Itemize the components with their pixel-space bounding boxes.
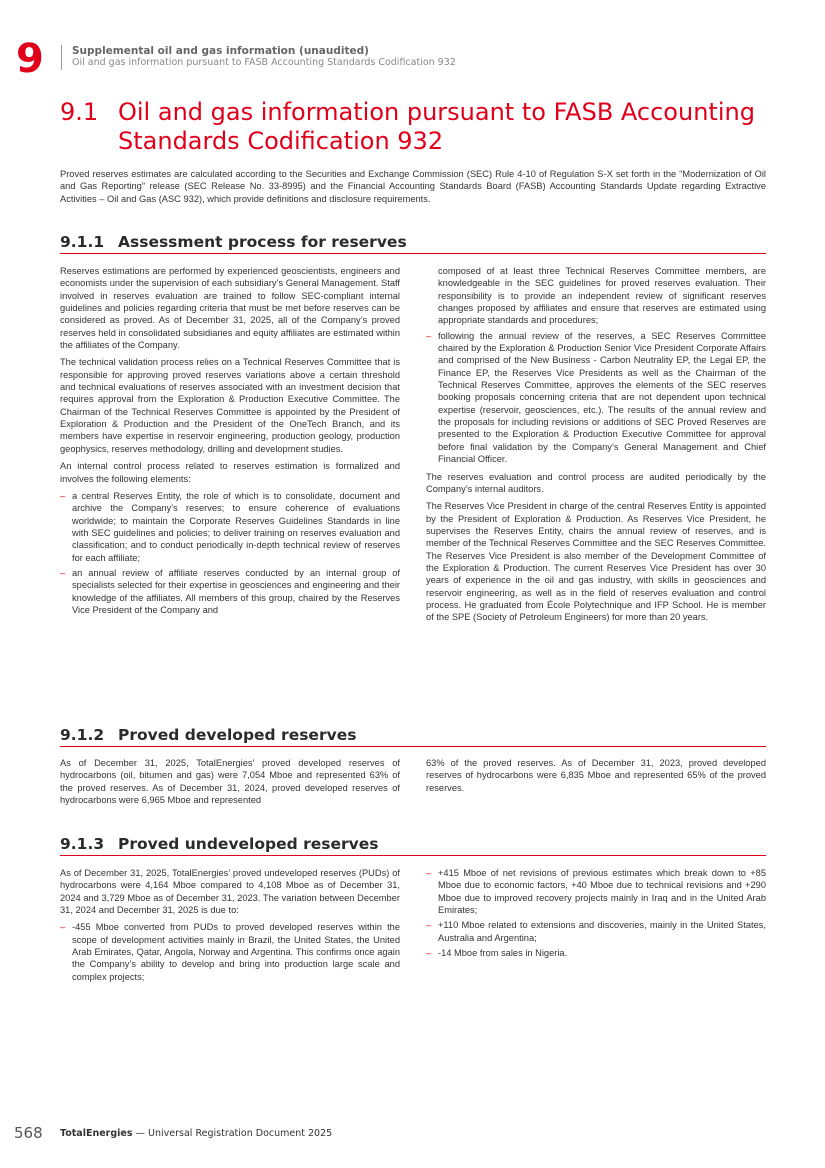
list-item-text: -14 Mboe from sales in Nigeria. <box>438 948 568 959</box>
section-title: Oil and gas information pursuant to FASB Accounting Standards Codification 932 <box>118 98 755 155</box>
bullet-list <box>60 490 400 616</box>
page-number: 568 <box>14 1124 43 1142</box>
dash-bullet-icon: – <box>426 330 432 341</box>
subsection-number: 9.1.2 <box>60 726 105 744</box>
list-item-continued <box>426 265 766 327</box>
section-number: 9.1 <box>60 98 99 126</box>
list-item-text: an annual review of affiliate reserves conducted by an internal group of specialists selected for their expertise in geosciences and engineering and their knowledge of the affiliates. All members of this group, chaired by the Reserves Vice President of the Company and <box>72 567 400 615</box>
bullet-list <box>426 867 766 959</box>
bullet-list <box>60 921 400 983</box>
dash-bullet-icon: – <box>426 920 432 931</box>
footer-doc-title: — Universal Registration Document 2025 <box>132 1128 333 1139</box>
list-item <box>426 919 766 944</box>
paragraph: An internal control process related to reserves estimation is formalized and involves the following elements: <box>60 461 400 484</box>
subsection-heading-913 <box>60 835 766 856</box>
list-item-text: +415 Mboe of net revisions of previous estimates which break down to +85 Mboe due to economic factors, +40 Mboe due to technical revisions and +290 Mboe due to improved recovery projects mainly in Iraq and in the United Arab Emirates; <box>438 868 766 916</box>
paragraph: Reserves estimations are performed by experienced geoscientists, engineers and economists under the supervision of each subsidiary’s General Management. Staff involved in reserves evaluation are trained to follow SEC-compliant internal guidelines and policies regarding criteria that must be met before reserves can be considered as proved. As of December 31, 2025, all of the Company’s proved reserves held in consolidated subsidiaries and equity affiliates are estimated within the affiliates of the Company. <box>60 266 400 351</box>
dash-bullet-icon: – <box>60 490 66 501</box>
list-item-text: -455 Mboe converted from PUDs to proved developed reserves within the scope of development activities mainly in Brazil, the United States, the United Arab Emirates, Qatar, Angola, Norway and Argentina. This confirms once again the Company’s ability to develop and bring into production large scale and complex projects; <box>72 922 400 982</box>
list-item <box>60 567 400 616</box>
header-title: Supplemental oil and gas information (unaudited) <box>72 45 369 57</box>
list-item-text: following the annual review of the reserves, a SEC Reserves Committee chaired by the Exploration & Production Senior Vice President Corporate Affairs and comprised of the New Business - Carbon Neutrality EP, the Legal EP, the Finance EP, the Reserves Vice Presidents as well as the Chairman of the Technical Reserves Committee, approves the elements of the SEC reserves booking proposals concerning criteria that are not dependent upon technical expertise (reservoir, geosciences, etc.). The results of the annual review and the proposals for including revisions or additions of SEC Proved Reserves are presented to the Exploration & Production Executive Committee for approval before final validation by the Company’s General Management and Chief Financial Officer. <box>438 330 766 465</box>
footer-brand: TotalEnergies <box>60 1128 133 1139</box>
dash-bullet-icon: – <box>60 922 66 933</box>
footer-document-title <box>60 1128 332 1140</box>
dash-bullet-icon: – <box>60 567 66 578</box>
subsection-number: 9.1.3 <box>60 835 105 853</box>
list-item <box>426 330 766 466</box>
chapter-number: 9 <box>16 36 44 82</box>
list-item <box>60 921 400 983</box>
paragraph: As of December 31, 2025, TotalEnergies’ proved undeveloped reserves (PUDs) of hydrocarbons were 4,164 Mboe compared to 4,108 Mboe as of December 31, 2024 and 3,729 Mboe as of December 31, 2023. The variation between December 31, 2024 and December 31, 2025 is due to: <box>60 868 400 916</box>
bullet-list <box>426 265 766 466</box>
subsection-heading-912 <box>60 726 766 747</box>
list-item <box>60 490 400 564</box>
subsection-title: Proved developed reserves <box>118 726 357 744</box>
paragraph: The Reserves Vice President in charge of the central Reserves Entity is appointed by the President of Exploration & Production. As Reserves Vice President, he supervises the Reserves Entity, chairs the annual review of reserves, and is member of the Technical Reserves Committee and the SEC Reserves Committee. The Reserves Vice President is also member of the Development Committee of the Exploration & Production. The current Reserves Vice President has over 30 years of experience in the oil and gas industry, with skills in geosciences and reservoir engineering, as well as in the field of reserves evaluation and control process. He graduated from École Polytechnique and IFP School. He is member of the SPE (Society of Petroleum Engineers) for more than 20 years. <box>426 501 766 623</box>
s911-left-column <box>60 265 400 621</box>
paragraph: 63% of the proved reserves. As of December 31, 2023, proved developed reserves of hydrocarbons were 6,835 Mboe and represented 65% of the proved reserves. <box>426 758 766 793</box>
s913-right-column <box>426 867 766 964</box>
subsection-number: 9.1.1 <box>60 233 105 251</box>
dash-bullet-icon: – <box>426 868 432 878</box>
subsection-title: Proved undeveloped reserves <box>118 835 379 853</box>
header-subtitle: Oil and gas information pursuant to FASB Accounting Standards Codification 932 <box>72 57 456 68</box>
list-item-text: composed of at least three Technical Reserves Committee members, are knowledgeable in the SEC guidelines for proved reserves evaluation. Their responsibility is to provide an independent review of significant reserves changes proposed by affiliates and ensure that reserves are estimated using appropriate standards and procedures; <box>438 266 766 326</box>
subsection-title: Assessment process for reserves <box>118 233 407 251</box>
intro-paragraph: Proved reserves estimates are calculated according to the Securities and Exchange Commission (SEC) Rule 4-10 of Regulation S-X set forth in the “Modernization of Oil and Gas Reporting” release (SEC Release No. 33-8995) and the Financial Accounting Standards Board (FASB) Accounting Standards Update regarding Extractive Activities – Oil and Gas (ASC 932), which provide definitions and disclosure requirements. <box>60 169 766 204</box>
list-item <box>426 947 766 959</box>
list-item <box>426 867 766 916</box>
subsection-heading-911 <box>60 233 766 254</box>
s911-right-column <box>426 265 766 629</box>
header-divider <box>61 45 62 70</box>
dash-bullet-icon: – <box>426 948 432 959</box>
paragraph: As of December 31, 2025, TotalEnergies’ proved developed reserves of hydrocarbons (oil, bitumen and gas) were 7,054 Mboe and represented 63% of the proved reserves. As of December 31, 2024, proved developed reserves of hydrocarbons were 6,965 Mboe and represented <box>60 758 400 806</box>
list-item-text: +110 Mboe related to extensions and discoveries, mainly in the United States, Australia and Argentina; <box>438 920 766 943</box>
s913-left-column <box>60 867 400 988</box>
paragraph: The technical validation process relies on a Technical Reserves Committee that is responsible for approving proved reserves variations above a certain threshold and technical evaluations of reserves associated with an investment decision that requires approval from the Exploration & Production Executive Committee. The Chairman of the Technical Reserves Committee is appointed by the President of Exploration & Production and the President of the OneTech Branch, and its members have expertise in reservoir engineering, production geology, production geophysics, reserves methodology, drilling and development studies. <box>60 357 400 454</box>
paragraph: The reserves evaluation and control process are audited periodically by the Company’s internal auditors. <box>426 471 766 494</box>
list-item-text: a central Reserves Entity, the role of which is to consolidate, document and archive the Company’s reserves; to ensure coherence of evaluations worldwide; to maintain the Corporate Reserves Guidelines Standards in line with SEC guidelines and policies; to deliver training on reserves evaluation and classification; and to conduct periodically in-depth technical review of reserves for each affiliate; <box>72 490 400 563</box>
